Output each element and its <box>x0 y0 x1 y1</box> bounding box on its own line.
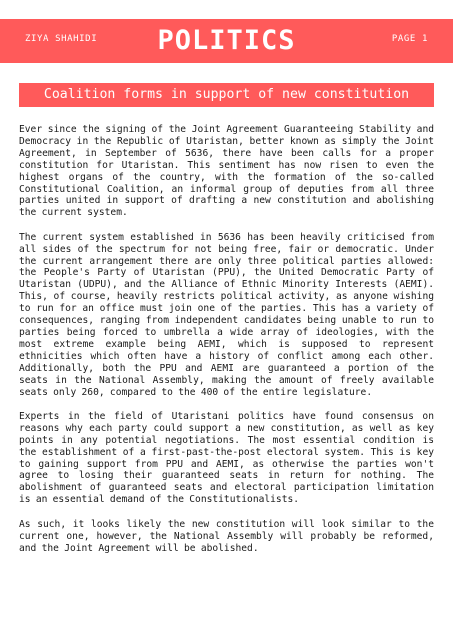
page-number: PAGE 1 <box>391 34 428 44</box>
article-paragraph: As such, it looks likely the new constitution will look similar to the current one, however, the National Assembly will probably be reformed, and the Joint Agreement will be abolished. <box>19 518 434 554</box>
article-body <box>19 124 434 567</box>
section-title: POLITICS <box>157 25 296 56</box>
page-header <box>0 19 453 63</box>
article-headline: Coalition forms in support of new constitution <box>19 83 434 107</box>
article-paragraph: Ever since the signing of the Joint Agreement Guaranteeing Stability and Democracy in the Republic of Utaristan, better known as simply the Joint Agreement, in September of 5636, there have been calls for a proper constitution for Utaristan. This sentiment has now risen to even the highest organs of the country, with the formation of the so-called Constitutional Coalition, an informal group of deputies from all three parties united in support of drafting a new constitution and abolishing the current system. <box>19 124 434 219</box>
article-paragraph: Experts in the field of Utaristani politics have found consensus on reasons why each party could support a new constitution, as well as key points in any potential negotiations. The most essential condition is the establishment of a first-past-the-post electoral system. This is key to gaining support from PPU and AEMI, as otherwise the parties won't agree to losing their guaranteed seats in return for nothing. The abolishment of guaranteed seats and electoral participation limitation is an essential demand of the Constitutionalists. <box>19 410 434 506</box>
article-paragraph: The current system established in 5636 has been heavily criticised from all sides of the spectrum for not being free, fair or democratic. Under the current arrangement there are only three political parties allowed: the People's Party of Utaristan (PPU), the United Democratic Party of Utaristan (UDPU), and the Alliance of Ethnic Minority Interests (AEMI). This, of course, heavily restricts political activity, as anyone wishing to run for an office must join one of the parties. This has a variety of consequences, ranging from independent candidates being unable to run to parties being forced to umbrella a wide array of ideologies, with the most extreme example being AEMI, which is supposed to represent ethnicities which often have a history of conflict among each other. Additionally, both the PPU and AEMI are guaranteed a portion of the seats in the National Assembly, making the amount of freely available seats only 260, compared to the 400 of the entire legislature. <box>19 231 434 398</box>
author-name: ZIYA SHAHIDI <box>25 34 98 44</box>
